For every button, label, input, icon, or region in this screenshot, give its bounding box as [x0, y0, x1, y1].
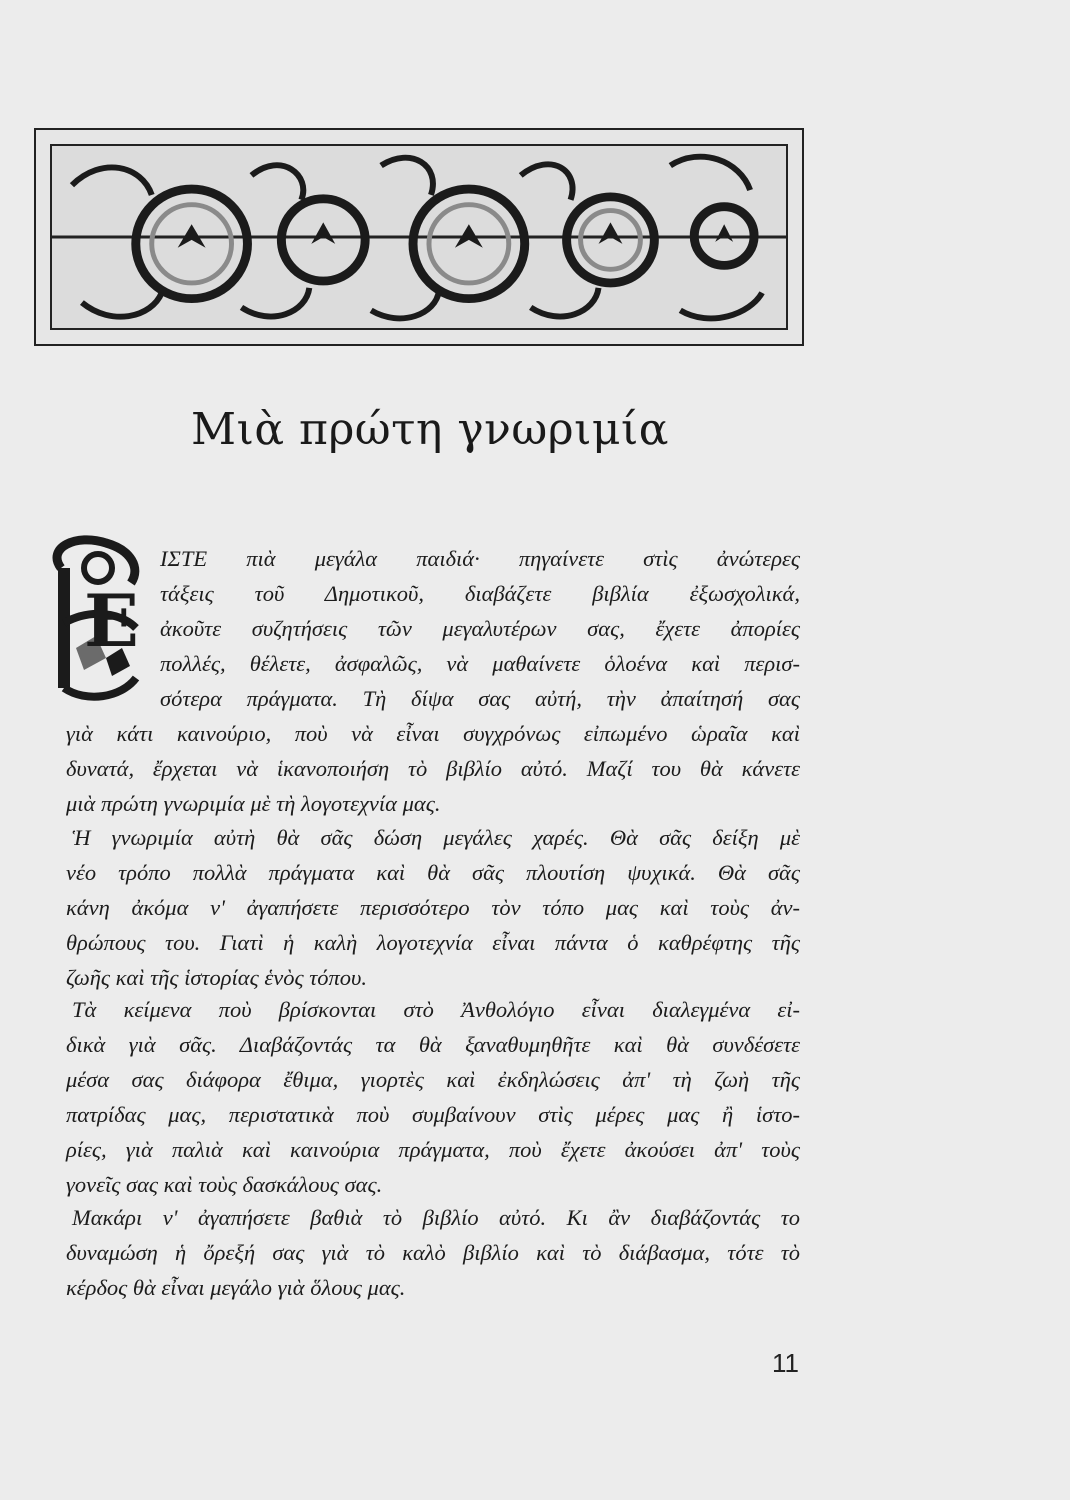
header-ornament [34, 128, 804, 346]
text-line: ζωῆς καὶ τῆς ἱστορίας ἑνὸς τόπου. [66, 965, 367, 990]
text-line: Τὰ κείμενα ποὺ βρίσκονται στὸ Ἀνθολόγιο εἶναι διαλεγμένα εἰ- [72, 997, 800, 1022]
text-line: πατρίδας μας, περιστατικὰ ποὺ συμβαίνουν στὶς μέρες μας ἢ ἱστο- [66, 1102, 800, 1127]
text-line: ἀκοῦτε συζητήσεις τῶν μεγαλυτέρων σας, ἔχετε ἀπορίες [160, 616, 800, 641]
ornament-scroll-icon [52, 146, 786, 328]
ornament-frame [50, 144, 788, 330]
text-line: κάνη ἀκόμα ν' ἀγαπήσετε περισσότερο τὸν τόπο μας καὶ τοὺς ἀν- [66, 895, 800, 920]
text-line: ρίες, γιὰ παλιὰ καὶ καινούρια πράγματα, ποὺ ἔχετε ἀκούσει ἀπ' τοὺς [66, 1137, 800, 1162]
text-line: γονεῖς σας καὶ τοὺς δασκάλους σας. [66, 1172, 383, 1197]
text-line: δικὰ γιὰ σᾶς. Διαβάζοντάς τα θὰ ξαναθυμηθῆτε καὶ θὰ συνδέσετε [66, 1032, 800, 1057]
text-line: τάξεις τοῦ Δημοτικοῦ, διαβάζετε βιβλία ἐξωσχολικά, [160, 581, 800, 606]
page-number: 11 [772, 1348, 799, 1378]
illuminated-letter-icon [36, 528, 156, 708]
text-line: κέρδος θὰ εἶναι μεγάλο γιὰ ὅλους μας. [66, 1275, 406, 1300]
drop-cap-letter: Ε [84, 578, 139, 663]
text-line: δυνατά, ἔρχεται νὰ ἱκανοποιήση τὸ βιβλίο αὐτό. Μαζί του θὰ κάνετε [66, 756, 800, 781]
text-line: Ἡ γνωριμία αὐτὴ θὰ σᾶς δώση μεγάλες χαρές. Θὰ σᾶς δείξη μὲ [72, 825, 800, 850]
text-line: πολλές, θέλετε, ἀσφαλῶς, νὰ μαθαίνετε ὁλοένα καὶ περισ- [160, 651, 800, 676]
text-line: νέο τρόπο πολλὰ πράγματα καὶ θὰ σᾶς πλουτίση ψυχικά. Θὰ σᾶς [66, 860, 800, 885]
text-line: δυναμώση ἡ ὄρεξή σας γιὰ τὸ καλὸ βιβλίο καὶ τὸ διάβασμα, τότε τὸ [66, 1240, 800, 1265]
text-line: ΙΣΤΕ πιὰ μεγάλα παιδιά· πηγαίνετε στὶς ἀνώτερες [160, 546, 800, 571]
page-title: Μιὰ πρώτη γνωριμία [191, 404, 669, 455]
text-line: θρώπους του. Γιατὶ ἡ καλὴ λογοτεχνία εἶναι πάντα ὁ καθρέφτης τῆς [66, 930, 800, 955]
text-line: γιὰ κάτι καινούριο, ποὺ νὰ εἶναι συγχρόνως εἰπωμένο ὡραῖα καὶ [66, 721, 800, 746]
text-line: σότερα πράγματα. Τὴ δίψα σας αὐτή, τὴν ἀπαίτησή σας [160, 686, 800, 711]
text-line: μέσα σας διάφορα ἔθιμα, γιορτὲς καὶ ἐκδηλώσεις ἀπ' τὴ ζωὴ τῆς [66, 1067, 800, 1092]
text-line: μιὰ πρώτη γνωριμία μὲ τὴ λογοτεχνία μας. [66, 791, 441, 816]
drop-initial [36, 528, 156, 708]
text-line: Μακάρι ν' ἀγαπήσετε βαθιὰ τὸ βιβλίο αὐτό. Κι ἂν διαβάζοντάς το [72, 1205, 800, 1230]
